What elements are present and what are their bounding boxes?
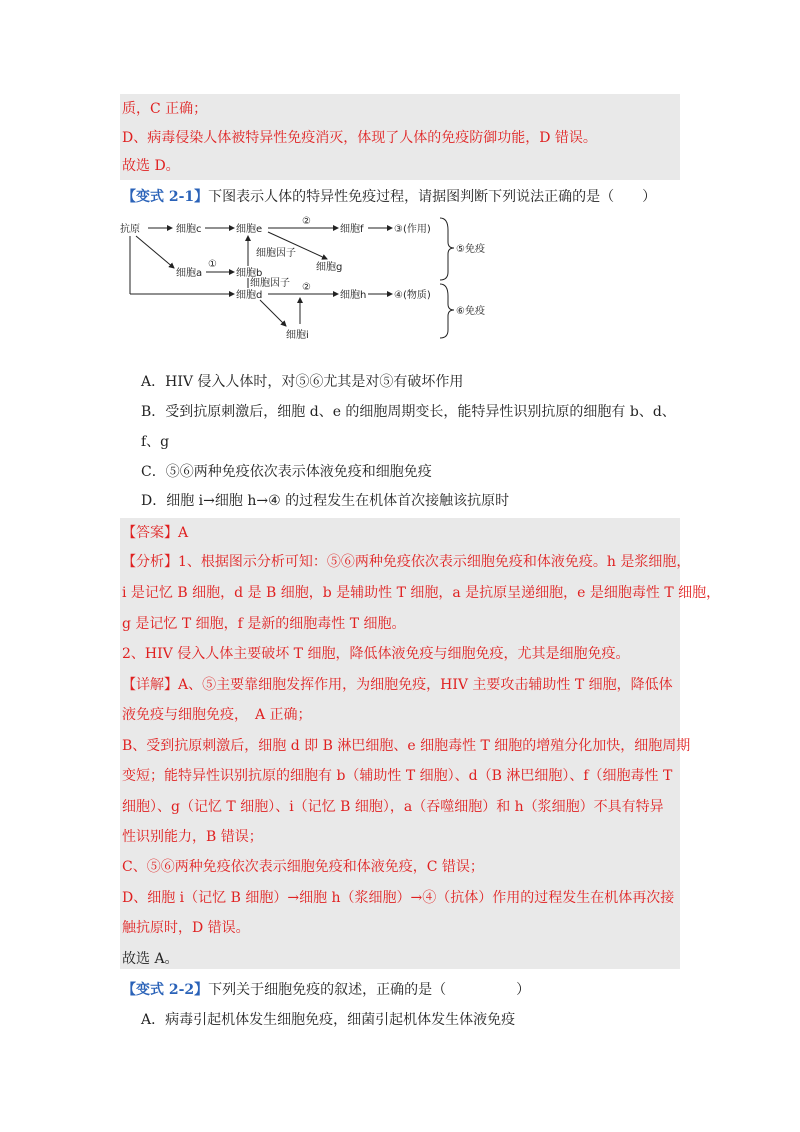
question-stem: 下列关于细胞免疫的叙述，正确的是（ ） <box>208 982 531 998</box>
option-b: B．受到抗原刺激后，细胞 d、e 的细胞周期变长，能特异性识别抗原的细胞有 b、d、 <box>141 404 676 420</box>
question-tag: 【变式 2-1】 <box>122 189 209 205</box>
option-a: A．HIV 侵入人体时，对⑤⑥尤其是对⑤有破坏作用 <box>141 374 464 390</box>
cell-a-label: 细胞a <box>176 268 203 279</box>
answer-label: 【答案】A <box>122 525 189 541</box>
detail-line: 性识别能力，B 错误； <box>122 829 263 845</box>
question-heading <box>122 187 656 207</box>
question-stem: 下图表示人体的特异性免疫过程，请据图判断下列说法正确的是（ ） <box>208 189 657 205</box>
question-heading <box>122 980 530 1000</box>
cell-e-label: 细胞e <box>236 224 263 235</box>
option-d: D．细胞 i→细胞 h→④ 的过程发生在机体首次接触该抗原时 <box>141 493 510 509</box>
detail-line: 变短；能特异性识别抗原的细胞有 b（辅助性 T 细胞）、d（B 淋巴细胞）、f（细胞毒性 T <box>122 768 673 784</box>
analysis-line: 2、HIV 侵入人体主要破坏 T 细胞，降低体液免疫与细胞免疫，尤其是细胞免疫。 <box>122 646 630 662</box>
cell-c-label: 细胞c <box>176 224 202 235</box>
cell-i-label: 细胞i <box>286 330 309 341</box>
detail-line: 细胞）、g（记忆 T 细胞）、i（记忆 B 细胞），a（吞噬细胞）和 h（浆细胞）不具有特异 <box>122 799 664 815</box>
cytokine-label: 细胞因子 <box>250 278 290 289</box>
detail-line: 液免疫与细胞免疫， A 正确； <box>122 707 312 723</box>
analysis-line: i 是记忆 B 细胞，d 是 B 细胞，b 是辅助性 T 细胞，a 是抗原呈递细胞，e 是细胞毒性 T 细胞， <box>122 585 721 601</box>
detail-line: C、⑤⑥两种免疫依次表示细胞免疫和体液免疫，C 错误； <box>122 859 484 875</box>
antigen-label: 抗原 <box>120 224 140 235</box>
cell-f-label: 细胞f <box>340 224 364 235</box>
option-a: A．病毒引起机体发生细胞免疫，细菌引起机体发生体液免疫 <box>141 1012 516 1028</box>
analysis-line: 【分析】1、根据图示分析可知：⑤⑥两种免疫依次表示细胞免疫和体液免疫。h 是浆细胞， <box>122 554 691 570</box>
circle-2-label: ② <box>302 282 311 293</box>
question-tag: 【变式 2-2】 <box>122 982 209 998</box>
circle-1-label: ① <box>208 259 217 270</box>
detail-line: 触抗原时，D 错误。 <box>122 920 250 936</box>
detail-line: 【详解】A、⑤主要靠细胞发挥作用，为细胞免疫，HIV 主要攻击辅助性 T 细胞，降低体 <box>122 677 673 693</box>
detail-line: D、细胞 i（记忆 B 细胞）→细胞 h（浆细胞）→④（抗体）作用的过程发生在机体再次接 <box>122 890 675 906</box>
detail-line: B、受到抗原刺激后，细胞 d 即 B 淋巴细胞、e 细胞毒性 T 细胞的增殖分化加快，细胞周期 <box>122 738 691 754</box>
option-b-cont: f、g <box>141 434 170 450</box>
output-4-label: ④(物质) <box>394 290 431 301</box>
immunity-6-label: ⑥免疫 <box>456 306 485 317</box>
cell-b-label: 细胞b <box>236 268 263 279</box>
cytokine-label: 细胞因子 <box>256 248 296 259</box>
cell-d-label: 细胞d <box>236 290 263 301</box>
option-c: C．⑤⑥两种免疫依次表示体液免疫和细胞免疫 <box>141 464 432 480</box>
analysis-line: g 是记忆 T 细胞，f 是新的细胞毒性 T 细胞。 <box>122 616 406 632</box>
answer-line: 故选 D。 <box>122 158 180 174</box>
immune-process-diagram <box>120 212 500 348</box>
final-choice: 故选 A。 <box>122 951 179 967</box>
circle-2-label: ② <box>302 216 311 227</box>
answer-line: 质，C 正确； <box>122 101 208 117</box>
immunity-5-label: ⑤免疫 <box>456 244 485 255</box>
output-3-label: ③(作用) <box>394 224 431 235</box>
cell-h-label: 细胞h <box>340 290 367 301</box>
cell-g-label: 细胞g <box>316 262 343 273</box>
answer-line: D、病毒侵染人体被特异性免疫消灭，体现了人体的免疫防御功能，D 错误。 <box>122 130 597 146</box>
